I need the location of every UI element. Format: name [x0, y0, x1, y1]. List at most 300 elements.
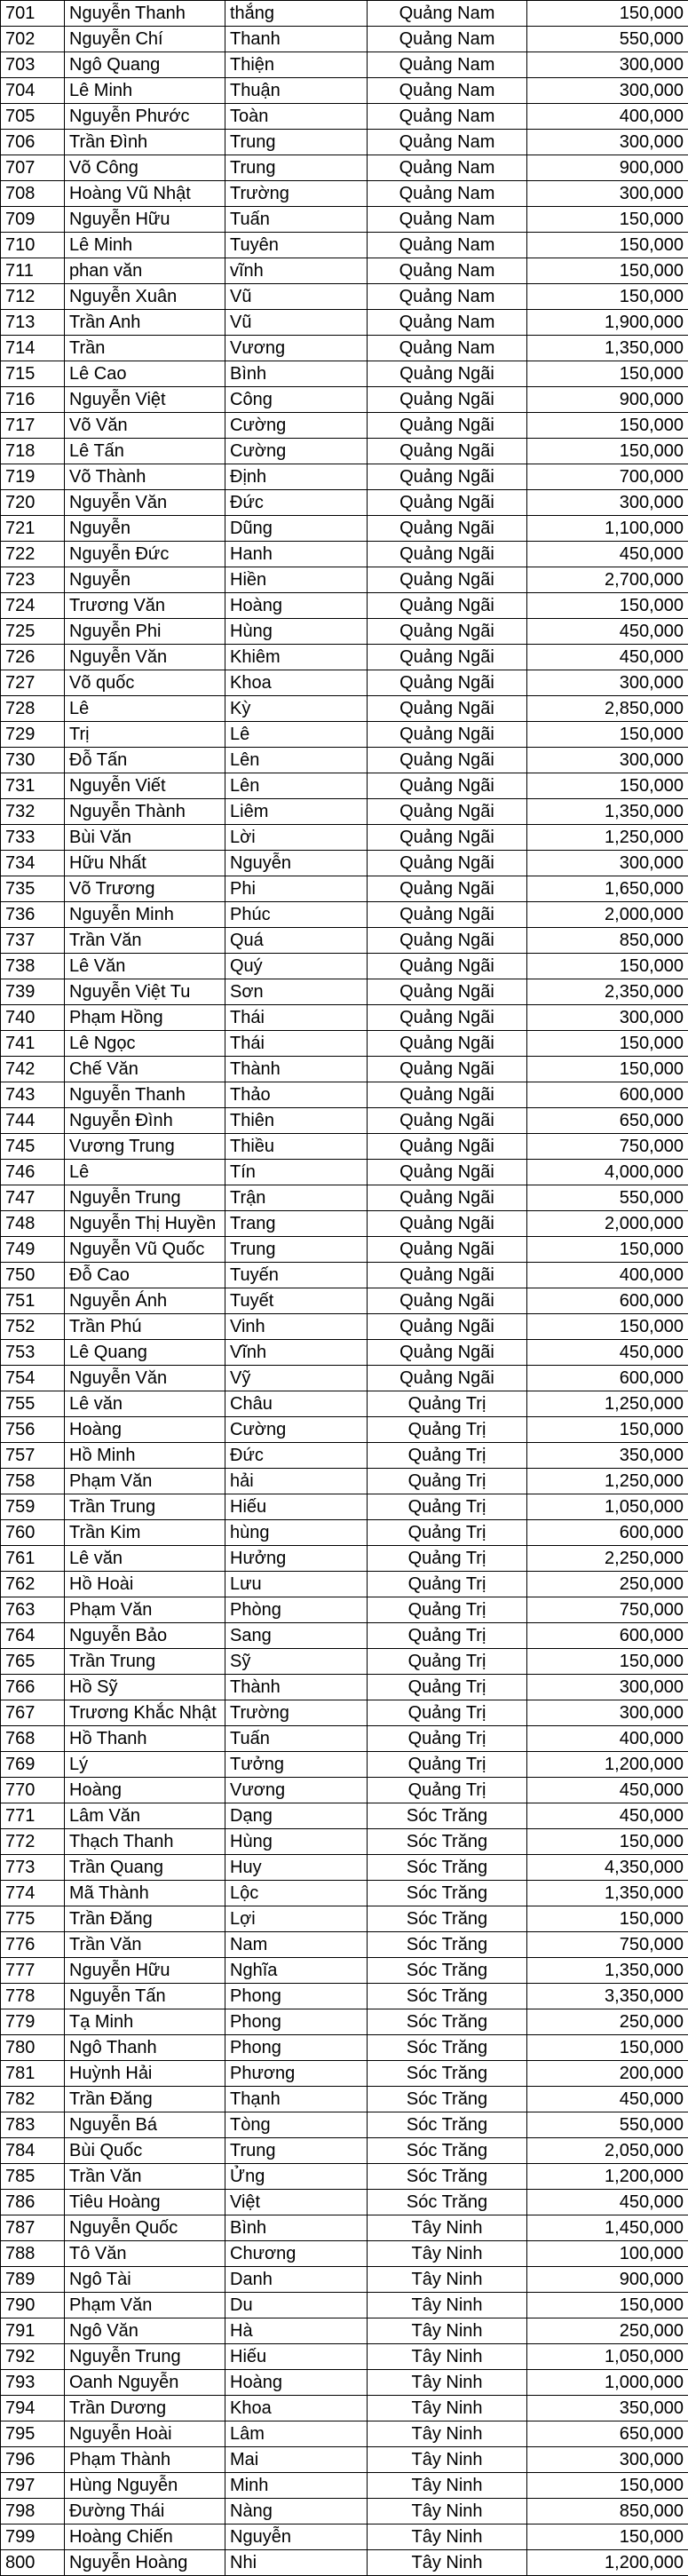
row-number-cell: 760 — [1, 1520, 65, 1546]
province-cell: Quảng Ngãi — [368, 722, 527, 748]
table-row — [1, 1675, 688, 1700]
amount-cell: 300,000 — [527, 670, 688, 696]
last-name-cell: Trần Kim — [65, 1520, 225, 1546]
last-name-cell: Nguyễn Đình — [65, 1108, 225, 1134]
table-row — [1, 722, 688, 748]
amount-cell: 750,000 — [527, 1932, 688, 1958]
table-row — [1, 851, 688, 876]
province-cell: Quảng Ngãi — [368, 645, 527, 670]
table-row — [1, 825, 688, 851]
province-cell: Quảng Nam — [368, 258, 527, 284]
given-name-cell: Trung — [225, 2138, 368, 2164]
row-number-cell: 741 — [1, 1031, 65, 1057]
row-number-cell: 781 — [1, 2061, 65, 2087]
row-number-cell: 743 — [1, 1082, 65, 1108]
amount-cell: 450,000 — [527, 1803, 688, 1829]
last-name-cell: Trần Quang — [65, 1855, 225, 1881]
given-name-cell: Lên — [225, 773, 368, 799]
given-name-cell: Phong — [225, 2035, 368, 2061]
given-name-cell: hải — [225, 1469, 368, 1494]
last-name-cell: Lâm Văn — [65, 1803, 225, 1829]
table-row — [1, 439, 688, 464]
table-row — [1, 2164, 688, 2190]
row-number-cell: 703 — [1, 52, 65, 78]
amount-cell: 150,000 — [527, 954, 688, 979]
amount-cell: 250,000 — [527, 2318, 688, 2344]
row-number-cell: 763 — [1, 1597, 65, 1623]
amount-cell: 1,350,000 — [527, 799, 688, 825]
given-name-cell: Nghĩa — [225, 1958, 368, 1984]
given-name-cell: Cường — [225, 439, 368, 464]
province-cell: Quảng Ngãi — [368, 1185, 527, 1211]
table-row — [1, 2499, 688, 2524]
table-row — [1, 1649, 688, 1675]
row-number-cell: 747 — [1, 1185, 65, 1211]
amount-cell: 2,000,000 — [527, 1211, 688, 1237]
province-cell: Sóc Trăng — [368, 1881, 527, 1906]
last-name-cell: Võ quốc — [65, 670, 225, 696]
table-row — [1, 1752, 688, 1778]
province-cell: Sóc Trăng — [368, 2112, 527, 2138]
given-name-cell: Khiêm — [225, 645, 368, 670]
given-name-cell: Việt — [225, 2190, 368, 2215]
amount-cell: 150,000 — [527, 439, 688, 464]
last-name-cell: Hồ Hoài — [65, 1572, 225, 1597]
given-name-cell: Thành — [225, 1057, 368, 1082]
amount-cell: 450,000 — [527, 645, 688, 670]
last-name-cell: Trần Trung — [65, 1649, 225, 1675]
given-name-cell: Trường — [225, 1700, 368, 1726]
amount-cell: 3,350,000 — [527, 1984, 688, 2009]
last-name-cell: Nguyễn Hoàng — [65, 2550, 225, 2576]
province-cell: Sóc Trăng — [368, 1803, 527, 1829]
given-name-cell: Thái — [225, 1031, 368, 1057]
province-cell: Quảng Ngãi — [368, 413, 527, 439]
last-name-cell: Ngô Quang — [65, 52, 225, 78]
row-number-cell: 768 — [1, 1726, 65, 1752]
table-row — [1, 1391, 688, 1417]
table-row — [1, 207, 688, 233]
table-row — [1, 52, 688, 78]
last-name-cell: Lê Tấn — [65, 439, 225, 464]
province-cell: Quảng Ngãi — [368, 1288, 527, 1314]
given-name-cell: Hùng — [225, 1829, 368, 1855]
table-row — [1, 979, 688, 1005]
last-name-cell: Hoàng Vũ Nhật — [65, 181, 225, 207]
table-row — [1, 27, 688, 52]
last-name-cell: Oanh Nguyễn — [65, 2370, 225, 2396]
last-name-cell: Nguyễn Văn — [65, 645, 225, 670]
last-name-cell: Võ Công — [65, 155, 225, 181]
amount-cell: 100,000 — [527, 2241, 688, 2267]
last-name-cell: Nguyễn Minh — [65, 902, 225, 928]
given-name-cell: Vương — [225, 336, 368, 361]
province-cell: Quảng Ngãi — [368, 696, 527, 722]
amount-cell: 150,000 — [527, 284, 688, 310]
given-name-cell: Phòng — [225, 1597, 368, 1623]
last-name-cell: Hồ Minh — [65, 1443, 225, 1469]
row-number-cell: 746 — [1, 1160, 65, 1185]
amount-cell: 150,000 — [527, 2473, 688, 2499]
row-number-cell: 791 — [1, 2318, 65, 2344]
given-name-cell: Hiếu — [225, 1494, 368, 1520]
row-number-cell: 772 — [1, 1829, 65, 1855]
last-name-cell: Lê — [65, 696, 225, 722]
table-row — [1, 593, 688, 619]
table-row — [1, 1237, 688, 1263]
table-row — [1, 2370, 688, 2396]
given-name-cell: Huy — [225, 1855, 368, 1881]
given-name-cell: Sang — [225, 1623, 368, 1649]
row-number-cell: 788 — [1, 2241, 65, 2267]
table-row — [1, 1494, 688, 1520]
last-name-cell: Võ Thành — [65, 464, 225, 490]
given-name-cell: Vương — [225, 1778, 368, 1803]
row-number-cell: 751 — [1, 1288, 65, 1314]
amount-cell: 600,000 — [527, 1082, 688, 1108]
last-name-cell: Nguyễn Thanh — [65, 1, 225, 27]
row-number-cell: 755 — [1, 1391, 65, 1417]
table-row — [1, 645, 688, 670]
row-number-cell: 785 — [1, 2164, 65, 2190]
given-name-cell: hùng — [225, 1520, 368, 1546]
row-number-cell: 716 — [1, 387, 65, 413]
province-cell: Quảng Trị — [368, 1546, 527, 1572]
table-row — [1, 464, 688, 490]
amount-cell: 150,000 — [527, 773, 688, 799]
row-number-cell: 778 — [1, 1984, 65, 2009]
row-number-cell: 796 — [1, 2447, 65, 2473]
table-row — [1, 155, 688, 181]
table-row — [1, 1546, 688, 1572]
given-name-cell: Liêm — [225, 799, 368, 825]
province-cell: Quảng Ngãi — [368, 799, 527, 825]
province-cell: Tây Ninh — [368, 2550, 527, 2576]
province-cell: Quảng Trị — [368, 1700, 527, 1726]
amount-cell: 2,700,000 — [527, 567, 688, 593]
province-cell: Quảng Ngãi — [368, 1211, 527, 1237]
row-number-cell: 712 — [1, 284, 65, 310]
province-cell: Quảng Ngãi — [368, 542, 527, 567]
province-cell: Quảng Ngãi — [368, 567, 527, 593]
province-cell: Quảng Ngãi — [368, 876, 527, 902]
province-cell: Sóc Trăng — [368, 1829, 527, 1855]
row-number-cell: 793 — [1, 2370, 65, 2396]
given-name-cell: Thiên — [225, 1108, 368, 1134]
amount-cell: 300,000 — [527, 851, 688, 876]
last-name-cell: Nguyễn Trung — [65, 2344, 225, 2370]
last-name-cell: Lê Minh — [65, 78, 225, 104]
last-name-cell: Thạch Thanh — [65, 1829, 225, 1855]
last-name-cell: Nguyễn Việt — [65, 387, 225, 413]
row-number-cell: 713 — [1, 310, 65, 336]
amount-cell: 150,000 — [527, 1057, 688, 1082]
last-name-cell: Tiêu Hoàng — [65, 2190, 225, 2215]
province-cell: Quảng Ngãi — [368, 1057, 527, 1082]
province-cell: Quảng Nam — [368, 336, 527, 361]
amount-cell: 450,000 — [527, 1340, 688, 1366]
amount-cell: 700,000 — [527, 464, 688, 490]
given-name-cell: Nhi — [225, 2550, 368, 2576]
table-row — [1, 490, 688, 516]
amount-cell: 300,000 — [527, 78, 688, 104]
row-number-cell: 794 — [1, 2396, 65, 2421]
table-row — [1, 1057, 688, 1082]
row-number-cell: 726 — [1, 645, 65, 670]
province-cell: Sóc Trăng — [368, 2035, 527, 2061]
amount-cell: 150,000 — [527, 361, 688, 387]
given-name-cell: Tuấn — [225, 207, 368, 233]
table-row — [1, 2241, 688, 2267]
given-name-cell: thắng — [225, 1, 368, 27]
row-number-cell: 737 — [1, 928, 65, 954]
last-name-cell: Nguyễn Chí — [65, 27, 225, 52]
last-name-cell: Trương Văn — [65, 593, 225, 619]
last-name-cell: Ngô Văn — [65, 2318, 225, 2344]
table-row — [1, 1829, 688, 1855]
amount-cell: 1,250,000 — [527, 1391, 688, 1417]
row-number-cell: 752 — [1, 1314, 65, 1340]
row-number-cell: 749 — [1, 1237, 65, 1263]
last-name-cell: Lê Cao — [65, 361, 225, 387]
given-name-cell: Thanh — [225, 27, 368, 52]
table-row — [1, 2396, 688, 2421]
province-cell: Tây Ninh — [368, 2293, 527, 2318]
row-number-cell: 719 — [1, 464, 65, 490]
amount-cell: 4,350,000 — [527, 1855, 688, 1881]
last-name-cell: Nguyễn Thanh — [65, 1082, 225, 1108]
table-row — [1, 336, 688, 361]
row-number-cell: 729 — [1, 722, 65, 748]
amount-cell: 150,000 — [527, 2524, 688, 2550]
table-row — [1, 2473, 688, 2499]
given-name-cell: Quý — [225, 954, 368, 979]
province-cell: Quảng Nam — [368, 104, 527, 130]
province-cell: Sóc Trăng — [368, 2164, 527, 2190]
table-row — [1, 516, 688, 542]
last-name-cell: Hữu Nhất — [65, 851, 225, 876]
province-cell: Sóc Trăng — [368, 1932, 527, 1958]
table-row — [1, 1160, 688, 1185]
province-cell: Quảng Ngãi — [368, 670, 527, 696]
given-name-cell: Lợi — [225, 1906, 368, 1932]
province-cell: Quảng Nam — [368, 130, 527, 155]
amount-cell: 1,200,000 — [527, 2550, 688, 2576]
last-name-cell: Nguyễn Thị Huyền — [65, 1211, 225, 1237]
amount-cell: 850,000 — [527, 928, 688, 954]
province-cell: Tây Ninh — [368, 2344, 527, 2370]
given-name-cell: Nàng — [225, 2499, 368, 2524]
amount-cell: 300,000 — [527, 748, 688, 773]
given-name-cell: Trung — [225, 1237, 368, 1263]
table-row — [1, 104, 688, 130]
province-cell: Quảng Nam — [368, 78, 527, 104]
amount-cell: 150,000 — [527, 2293, 688, 2318]
table-row — [1, 619, 688, 645]
table-row — [1, 1881, 688, 1906]
province-cell: Quảng Ngãi — [368, 1237, 527, 1263]
province-cell: Quảng Nam — [368, 284, 527, 310]
table-row — [1, 1803, 688, 1829]
table-row — [1, 2138, 688, 2164]
last-name-cell: Trần Đình — [65, 130, 225, 155]
province-cell: Quảng Trị — [368, 1572, 527, 1597]
province-cell: Tây Ninh — [368, 2267, 527, 2293]
table-row — [1, 567, 688, 593]
last-name-cell: Nguyễn Ánh — [65, 1288, 225, 1314]
row-number-cell: 721 — [1, 516, 65, 542]
amount-cell: 650,000 — [527, 1108, 688, 1134]
last-name-cell: Hoàng — [65, 1778, 225, 1803]
last-name-cell: Nguyễn — [65, 516, 225, 542]
given-name-cell: Tuyên — [225, 233, 368, 258]
last-name-cell: Nguyễn Văn — [65, 1366, 225, 1391]
row-number-cell: 767 — [1, 1700, 65, 1726]
amount-cell: 150,000 — [527, 1829, 688, 1855]
province-cell: Quảng Ngãi — [368, 593, 527, 619]
last-name-cell: Trần Anh — [65, 310, 225, 336]
last-name-cell: Chế Văn — [65, 1057, 225, 1082]
last-name-cell: Lê Ngọc — [65, 1031, 225, 1057]
row-number-cell: 774 — [1, 1881, 65, 1906]
last-name-cell: Nguyễn Hữu — [65, 1958, 225, 1984]
last-name-cell: Lê văn — [65, 1391, 225, 1417]
last-name-cell: Tô Văn — [65, 2241, 225, 2267]
table-row — [1, 1366, 688, 1391]
given-name-cell: Vinh — [225, 1314, 368, 1340]
amount-cell: 400,000 — [527, 1263, 688, 1288]
given-name-cell: Trung — [225, 155, 368, 181]
row-number-cell: 773 — [1, 1855, 65, 1881]
table-row — [1, 1263, 688, 1288]
table-row — [1, 310, 688, 336]
given-name-cell: Lưu — [225, 1572, 368, 1597]
province-cell: Quảng Ngãi — [368, 1160, 527, 1185]
given-name-cell: Tuấn — [225, 1726, 368, 1752]
amount-cell: 1,050,000 — [527, 1494, 688, 1520]
amount-cell: 600,000 — [527, 1520, 688, 1546]
amount-cell: 1,250,000 — [527, 1469, 688, 1494]
table-row — [1, 258, 688, 284]
province-cell: Sóc Trăng — [368, 1906, 527, 1932]
amount-cell: 900,000 — [527, 387, 688, 413]
amount-cell: 250,000 — [527, 1572, 688, 1597]
province-cell: Tây Ninh — [368, 2447, 527, 2473]
given-name-cell: Hanh — [225, 542, 368, 567]
amount-cell: 600,000 — [527, 1623, 688, 1649]
amount-cell: 150,000 — [527, 1649, 688, 1675]
province-cell: Quảng Ngãi — [368, 361, 527, 387]
given-name-cell: Hoàng — [225, 593, 368, 619]
given-name-cell: Tòng — [225, 2112, 368, 2138]
table-row — [1, 2447, 688, 2473]
last-name-cell: Nguyễn Hoài — [65, 2421, 225, 2447]
table-row — [1, 130, 688, 155]
row-number-cell: 787 — [1, 2215, 65, 2241]
table-body — [1, 1, 688, 2576]
province-cell: Sóc Trăng — [368, 1984, 527, 2009]
given-name-cell: Tuyết — [225, 1288, 368, 1314]
table-row — [1, 78, 688, 104]
row-number-cell: 762 — [1, 1572, 65, 1597]
given-name-cell: Ửng — [225, 2164, 368, 2190]
given-name-cell: Thạnh — [225, 2087, 368, 2112]
table-row — [1, 2190, 688, 2215]
given-name-cell: Danh — [225, 2267, 368, 2293]
given-name-cell: Dạng — [225, 1803, 368, 1829]
province-cell: Sóc Trăng — [368, 2061, 527, 2087]
table-row — [1, 1906, 688, 1932]
province-cell: Sóc Trăng — [368, 2190, 527, 2215]
row-number-cell: 701 — [1, 1, 65, 27]
given-name-cell: Vĩnh — [225, 1340, 368, 1366]
province-cell: Quảng Nam — [368, 155, 527, 181]
last-name-cell: Hồ Thanh — [65, 1726, 225, 1752]
last-name-cell: Mã Thành — [65, 1881, 225, 1906]
row-number-cell: 731 — [1, 773, 65, 799]
table-row — [1, 1520, 688, 1546]
province-cell: Quảng Ngãi — [368, 902, 527, 928]
row-number-cell: 740 — [1, 1005, 65, 1031]
last-name-cell: Hoàng — [65, 1417, 225, 1443]
amount-cell: 1,650,000 — [527, 876, 688, 902]
amount-cell: 850,000 — [527, 2499, 688, 2524]
last-name-cell: Nguyễn Xuân — [65, 284, 225, 310]
amount-cell: 150,000 — [527, 258, 688, 284]
last-name-cell: Phạm Văn — [65, 2293, 225, 2318]
amount-cell: 150,000 — [527, 207, 688, 233]
province-cell: Quảng Ngãi — [368, 1108, 527, 1134]
row-number-cell: 708 — [1, 181, 65, 207]
table-row — [1, 696, 688, 722]
given-name-cell: Cường — [225, 413, 368, 439]
province-cell: Quảng Ngãi — [368, 851, 527, 876]
amount-cell: 150,000 — [527, 1237, 688, 1263]
table-row — [1, 1597, 688, 1623]
row-number-cell: 717 — [1, 413, 65, 439]
table-row — [1, 2061, 688, 2087]
amount-cell: 450,000 — [527, 542, 688, 567]
row-number-cell: 759 — [1, 1494, 65, 1520]
amount-cell: 150,000 — [527, 1906, 688, 1932]
last-name-cell: Vương Trung — [65, 1134, 225, 1160]
amount-cell: 450,000 — [527, 1778, 688, 1803]
table-row — [1, 1005, 688, 1031]
amount-cell: 200,000 — [527, 2061, 688, 2087]
row-number-cell: 758 — [1, 1469, 65, 1494]
last-name-cell: Phạm Hồng — [65, 1005, 225, 1031]
last-name-cell: Lê Minh — [65, 233, 225, 258]
given-name-cell: Quá — [225, 928, 368, 954]
given-name-cell: Hùng — [225, 619, 368, 645]
row-number-cell: 771 — [1, 1803, 65, 1829]
last-name-cell: Trương Khắc Nhật — [65, 1700, 225, 1726]
province-cell: Quảng Trị — [368, 1675, 527, 1700]
amount-cell: 4,000,000 — [527, 1160, 688, 1185]
row-number-cell: 766 — [1, 1675, 65, 1700]
given-name-cell: Thiều — [225, 1134, 368, 1160]
table-row — [1, 361, 688, 387]
row-number-cell: 800 — [1, 2550, 65, 2576]
last-name-cell: Huỳnh Hải — [65, 2061, 225, 2087]
row-number-cell: 722 — [1, 542, 65, 567]
row-number-cell: 714 — [1, 336, 65, 361]
amount-cell: 550,000 — [527, 27, 688, 52]
table-row — [1, 1958, 688, 1984]
province-cell: Quảng Nam — [368, 207, 527, 233]
province-cell: Quảng Trị — [368, 1443, 527, 1469]
amount-cell: 2,350,000 — [527, 979, 688, 1005]
